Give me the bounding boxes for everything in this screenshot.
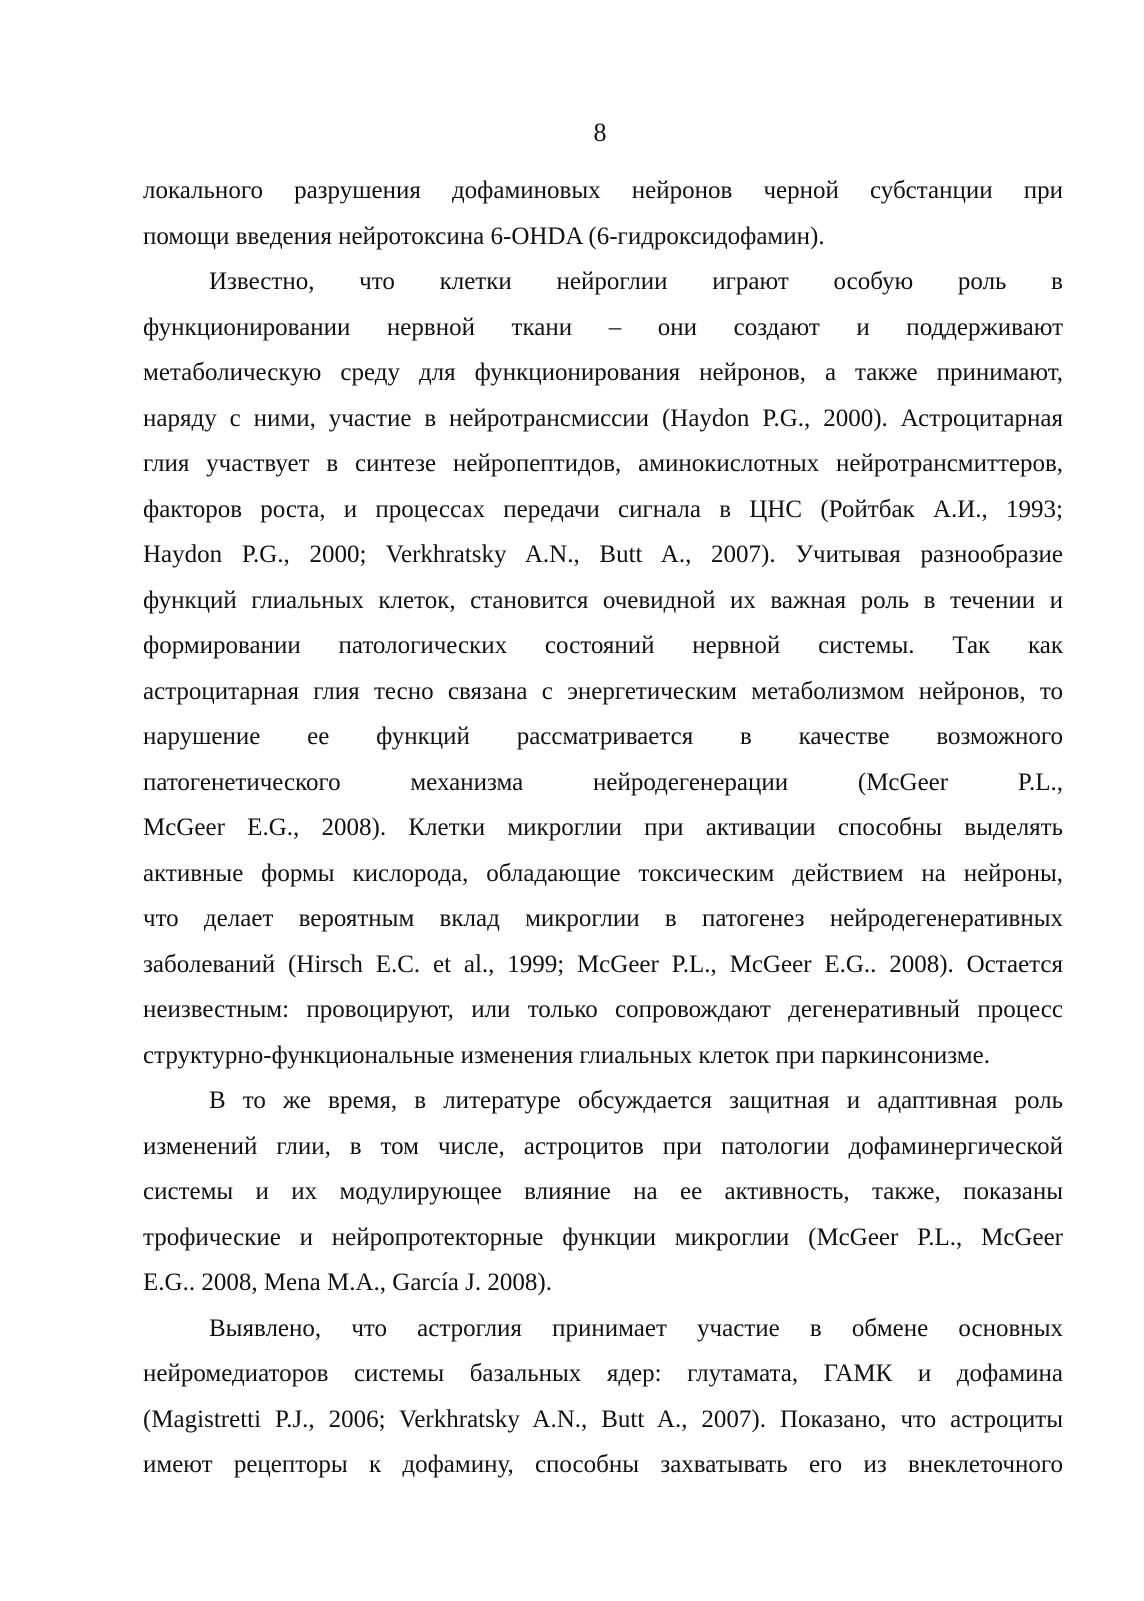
text-line: функционировании нервной ткани – они создают и поддерживают (143, 313, 1063, 341)
text-line: нарушение ее функций рассматривается в качестве возможного (143, 723, 1063, 750)
paragraph (143, 259, 1063, 1078)
text-line: Известно, что клетки нейроглии играют особую роль в (209, 268, 1063, 295)
text-line: McGeer E.G., 2008). Клетки микроглии при активации способны выделять (143, 814, 1063, 841)
paragraph (143, 1078, 1063, 1306)
text-line: функций глиальных клеток, становится очевидной их важная роль в течении и (143, 586, 1063, 614)
text-line: Haydon P.G., 2000; Verkhratsky A.N., Butt A., 2007). Учитывая разнообразие (143, 541, 1063, 568)
text-line: глия участвует в синтезе нейропептидов, аминокислотных нейротрансмиттеров, (143, 450, 1063, 477)
page-number: 8 (593, 118, 607, 147)
text-line: В то же время, в литературе обсуждается защитная и адаптивная роль (209, 1087, 1063, 1114)
body-text (143, 168, 1063, 1488)
text-line: локального разрушения дофаминовых нейронов черной субстанции при (143, 177, 1063, 204)
paragraph (143, 168, 1063, 259)
text-line: метаболическую среду для функционирования нейронов, а также принимают, (143, 359, 1063, 386)
paragraph (143, 1306, 1063, 1488)
text-line: структурно-функциональные изменения глиальных клеток при паркинсонизме. (143, 1041, 990, 1069)
text-line: формировании патологических состояний нервной системы. Так как (143, 632, 1063, 659)
text-line: изменений глии, в том числе, астроцитов при патологии дофаминергической (143, 1132, 1063, 1160)
text-line: неизвестным: провоцируют, или только сопровождают дегенеративный процесс (143, 996, 1063, 1023)
text-line: факторов роста, и процессах передачи сигнала в ЦНС (Ройтбак А.И., 1993; (143, 495, 1063, 523)
text-line: E.G.. 2008, Mena M.A., García J. 2008). (143, 1269, 552, 1296)
text-line: трофические и нейропротекторные функции микроглии (McGeer P.L., McGeer (143, 1223, 1063, 1251)
text-line: помощи введения нейротоксина 6-OHDA (6-гидроксидофамин). (143, 222, 825, 250)
text-line: наряду с ними, участие в нейротрансмиссии (Haydon P.G., 2000). Астроцитарная (143, 404, 1063, 432)
text-line: активные формы кислорода, обладающие токсическим действием на нейроны, (143, 859, 1063, 887)
text-line: нейромедиаторов системы базальных ядер: глутамата, ГАМК и дофамина (143, 1360, 1063, 1387)
text-line: (Magistretti P.J., 2006; Verkhratsky A.N., Butt A., 2007). Показано, что астроциты (143, 1405, 1063, 1433)
text-line: патогенетического механизма нейродегенерации (McGeer P.L., (143, 768, 1063, 796)
text-line: заболеваний (Hirsch E.C. et al., 1999; McGeer P.L., McGeer E.G.. 2008). Остается (143, 950, 1063, 978)
text-line: системы и их модулирующее влияние на ее активность, также, показаны (143, 1178, 1063, 1205)
text-line: астроцитарная глия тесно связана с энергетическим метаболизмом нейронов, то (143, 677, 1063, 705)
text-line: что делает вероятным вклад микроглии в патогенез нейродегенеративных (143, 905, 1063, 932)
text-line: Выявлено, что астроглия принимает участие в обмене основных (209, 1314, 1063, 1342)
text-line: имеют рецепторы к дофамину, способны захватывать его из внеклеточного (143, 1451, 1063, 1478)
